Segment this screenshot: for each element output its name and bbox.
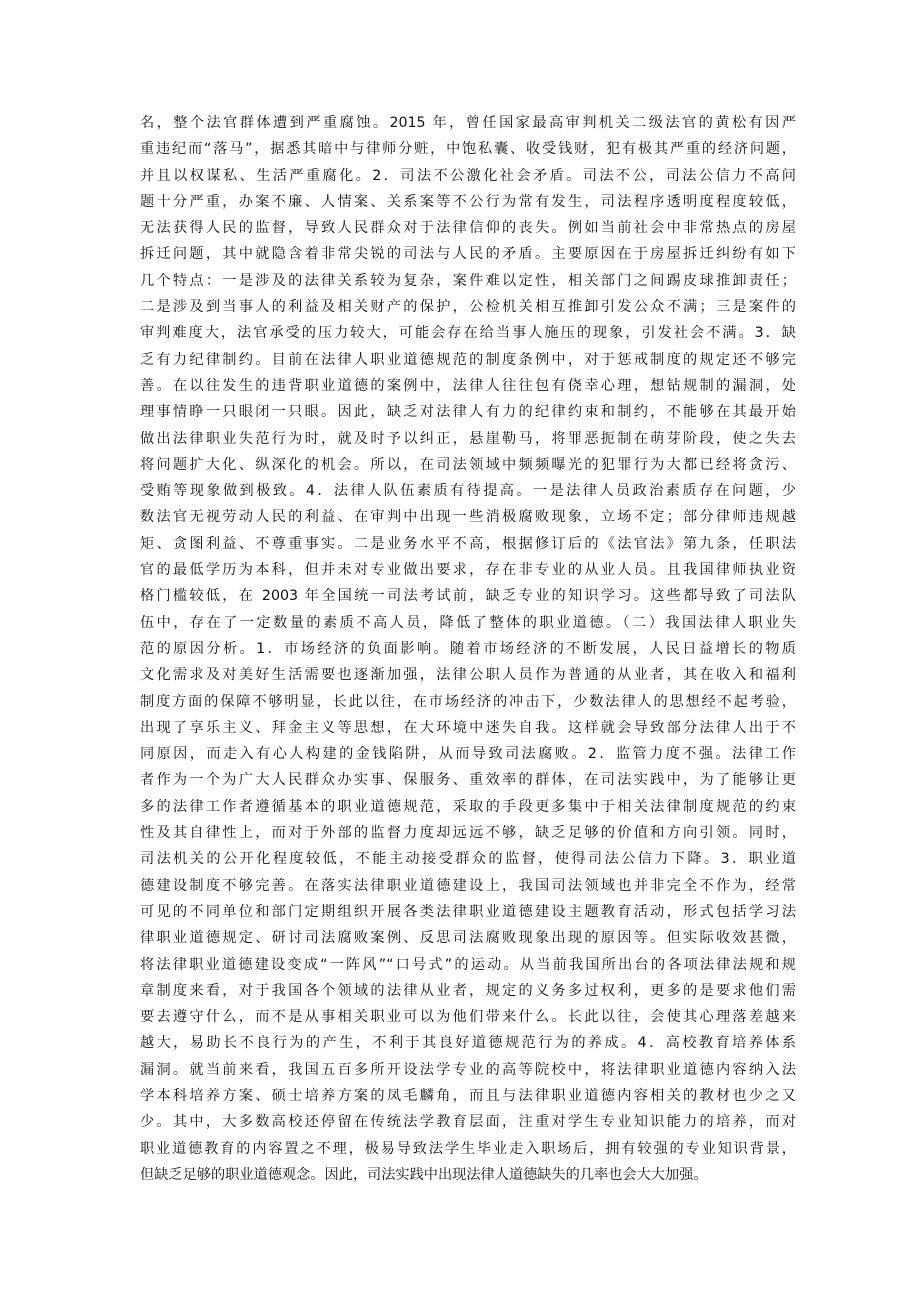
text-line: 善。在以往发生的违背职业道德的案例中，法律人往往包有侥幸心理，想钻规制的漏洞，处 [140, 377, 796, 394]
document-body [140, 110, 796, 1188]
text-line: 矩、贪图利益、不尊重事实。二是业务水平不高，根据修订后的《法官法》第九条，任职法 [140, 535, 796, 552]
text-line: 漏洞。就当前来看，我国五百多所开设法学专业的高等院校中，将法律职业道德内容纳入法 [140, 1061, 796, 1078]
text-line: 重违纪而“落马”，据悉其暗中与律师分赃，中饱私囊、收受钱财，犯有极其严重的经济问题， [140, 141, 796, 158]
text-line: 出现了享乐主义、拜金主义等思想，在大环境中迷失自我。这样就会导致部分法律人出于不 [140, 719, 796, 736]
text-line: 名，整个法官群体遭到严重腐蚀。2015 年，曾任国家最高审判机关二级法官的黄松有因严 [140, 115, 796, 131]
text-line: 受贿等现象做到极致。4．法律人队伍素质有待提高。一是法律人员政治素质存在问题，少 [140, 483, 796, 500]
text-line: 数法官无视劳动人民的利益、在审判中出现一些消极腐败现象，立场不定；部分律师违规越 [140, 509, 796, 526]
text-line: 司法机关的公开化程度较低，不能主动接受群众的监督，使得司法公信力下降。3．职业道 [140, 851, 796, 868]
text-line: 文化需求及对美好生活需要也逐渐加强，法律公职人员作为普通的从业者，其在收入和福利 [140, 667, 796, 684]
text-line: 题十分严重，办案不廉、人情案、关系案等不公行为常有发生，司法程序透明度程度较低， [140, 193, 796, 210]
text-line: 越大，易助长不良行为的产生，不利于其良好道德规范行为的养成。4．高校教育培养体系 [140, 1035, 796, 1052]
text-line: 多的法律工作者遵循基本的职业道德规范，采取的手段更多集中于相关法律制度规范的约束 [140, 798, 796, 815]
text-line: 做出法律职业失范行为时，就及时予以纠正，悬崖勒马，将罪恶扼制在萌芽阶段，使之失去 [140, 430, 796, 447]
text-line: 几个特点：一是涉及的法律关系较为复杂，案件难以定性，相关部门之间踢皮球推卸责任； [140, 272, 796, 289]
text-line: 拆迁问题，其中就隐含着非常尖锐的司法与人民的矛盾。主要原因在于房屋拆迁纠纷有如下 [140, 246, 796, 263]
text-line: 性及其自律性上，而对于外部的监督力度却远远不够，缺乏足够的价值和方向引领。同时， [140, 825, 796, 842]
text-line: 要去遵守什么，而不是从事相关职业可以为他们带来什么。长此以往，会使其心理落差越来 [140, 1009, 796, 1026]
text-line: 少。其中，大多数高校还停留在传统法学教育层面，注重对学生专业知识能力的培养，而对 [140, 1114, 796, 1131]
text-line: 将问题扩大化、纵深化的机会。所以，在司法领域中频频曝光的犯罪行为大都已经将贪污、 [140, 456, 796, 473]
text-line: 者作为一个为广大人民群众办实事、保服务、重效率的群体，在司法实践中，为了能够让更 [140, 772, 796, 789]
text-line: 可见的不同单位和部门定期组织开展各类法律职业道德建设主题教育活动，形式包括学习法 [140, 903, 796, 920]
text-line: 德建设制度不够完善。在落实法律职业道德建设上，我国司法领域也并非完全不作为，经常 [140, 877, 796, 894]
text-line: 但缺乏足够的职业道德观念。因此，司法实践中出现法律人道德缺失的几率也会大大加强。 [140, 1166, 708, 1183]
text-line: 律职业道德规定、研讨司法腐败案例、反思司法腐败现象出现的原因等。但实际收效甚微， [140, 930, 796, 947]
text-line: 同原因，而走入有心人构建的金钱陷阱，从而导致司法腐败。2．监管力度不强。法律工作 [140, 746, 796, 763]
text-line: 格门槛较低，在 2003 年全国统一司法考试前，缺乏专业的知识学习。这些都导致了司法队 [140, 588, 796, 605]
text-line: 章制度来看，对于我国各个领域的法律从业者，规定的义务多过权利，更多的是要求他们需 [140, 982, 796, 999]
text-line: 审判难度大，法官承受的压力较大，可能会存在给当事人施压的现象，引发社会不满。3．缺 [140, 325, 796, 342]
text-line: 将法律职业道德建设变成“一阵风”“口号式”的运动。从当前我国所出台的各项法律法规和规 [140, 956, 796, 973]
text-line: 官的最低学历为本科，但并未对专业做出要求，存在非专业的从业人员。且我国律师执业资 [140, 562, 796, 579]
text-line: 伍中，存在了一定数量的素质不高人员，降低了整体的职业道德。（二）我国法律人职业失 [140, 614, 796, 631]
text-line: 范的原因分析。1．市场经济的负面影响。随着市场经济的不断发展，人民日益增长的物质 [140, 640, 796, 657]
text-line: 并且以权谋私、生活严重腐化。2．司法不公激化社会矛盾。司法不公，司法公信力不高问 [140, 167, 796, 184]
text-line: 制度方面的保障不够明显，长此以往，在市场经济的冲击下，少数法律人的思想经不起考验， [140, 693, 796, 710]
text-line: 二是涉及到当事人的利益及相关财产的保护，公检机关相互推卸引发公众不满；三是案件的 [140, 299, 796, 316]
text-line: 乏有力纪律制约。目前在法律人职业道德规范的制度条例中，对于惩戒制度的规定还不够完 [140, 351, 796, 368]
text-line: 职业道德教育的内容置之不理，极易导致法学生毕业走入职场后，拥有较强的专业知识背景， [140, 1140, 796, 1157]
text-line: 无法获得人民的监督，导致人民群众对于法律信仰的丧失。例如当前社会中非常热点的房屋 [140, 220, 796, 237]
text-line: 学本科培养方案、硕士培养方案的凤毛麟角，而且与法律职业道德内容相关的教材也少之又 [140, 1087, 796, 1104]
text-line: 理事情睁一只眼闭一只眼。因此，缺乏对法律人有力的纪律约束和制约，不能够在其最开始 [140, 404, 796, 421]
